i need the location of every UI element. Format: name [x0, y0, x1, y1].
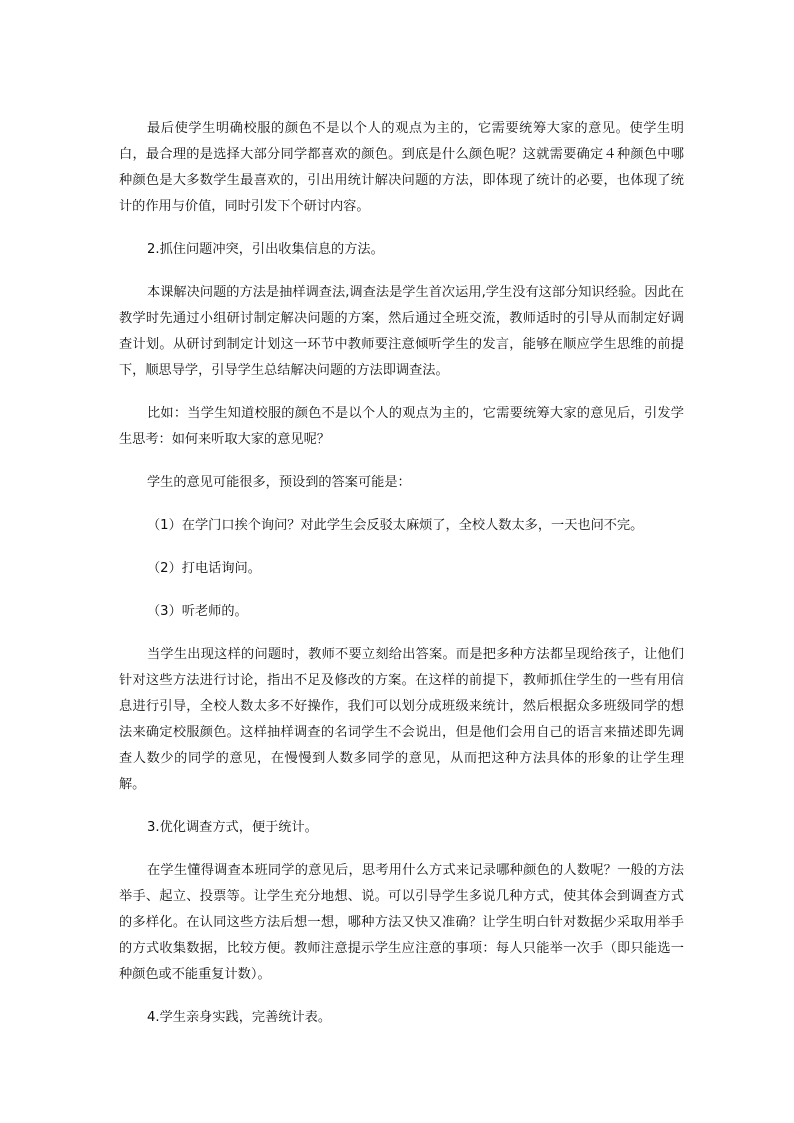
- paragraph-answers-intro: 学生的意见可能很多，预设到的答案可能是：: [147, 475, 411, 490]
- list-item-answer-2: （2）打电话询问。: [147, 561, 261, 576]
- paragraph-conclusion: 最后使学生明确校服的颜色不是以个人的观点为主的，它需要统筹大家的意见。使学生明白，最合理的是选择大部分同学都喜欢的颜色。到底是什么颜色呢？这就需要确定４种颜色中哪种颜色是大多数学生最喜欢的，引出用统计解决问题的方法，即体现了统计的必要，也体现了统计的作用与价值，同时引发下个研讨内容。: [119, 121, 684, 214]
- list-item-answer-1: （1）在学门口挨个询问？对此学生会反驳太麻烦了，全校人数太多，一天也问不完。: [147, 518, 644, 533]
- heading-step-2: 2.抓住问题冲突，引出收集信息的方法。: [147, 242, 384, 257]
- heading-step-4: 4.学生亲身实践，完善统计表。: [147, 1010, 332, 1025]
- paragraph-survey-methods: 在学生懂得调查本班同学的意见后，思考用什么方式来记录哪种颜色的人数呢？一般的方法举手、起立、投票等。让学生充分地想、说。可以引导学生多说几种方式，使其体会到调查方式的多样化。在认同这些方法后想一想，哪种方法又快又准确？让学生明白针对数据少采取用举手的方式收集数据，比较方便。教师注意提示学生应注意的事项：每人只能举一次手（即只能选一种颜色或不能重复计数）。: [119, 863, 684, 982]
- list-item-answer-3: （3）听老师的。: [147, 604, 248, 619]
- paragraph-method: 本课解决问题的方法是抽样调查法,调查法是学生首次运用,学生没有这部分知识经验。因此在教学时先通过小组研讨制定解决问题的方案，然后通过全班交流，教师适时的引导从而制定好调查计划。从研讨到制定计划这一环节中教师要注意倾听学生的发言，能够在顺应学生思维的前提下，顺思导学，引导学生总结解决问题的方法即调查法。: [119, 285, 684, 378]
- paragraph-example: 比如：当学生知道校服的颜色不是以个人的观点为主的，它需要统筹大家的意见后，引发学生思考：如何来听取大家的意见呢？: [119, 406, 684, 447]
- document-body: [119, 116, 684, 1048]
- paragraph-teacher-guidance: 当学生出现这样的问题时，教师不要立刻给出答案。而是把多种方法都呈现给孩子，让他们针对这些方法进行讨论，指出不足及修改的方案。在这样的前提下，教师抓住学生的一些有用信息进行引导，全校人数太多不好操作，我们可以划分成班级来统计，然后根据众多班级同学的想法来确定校服颜色。这样抽样调查的名词学生不会说出，但是他们会用自己的语言来描述即先调查人数少的同学的意见，在慢慢到人数多同学的意见，从而把这种方法具体的形象的让学生理解。: [119, 647, 684, 792]
- heading-step-3: 3.优化调查方式，便于统计。: [147, 820, 318, 835]
